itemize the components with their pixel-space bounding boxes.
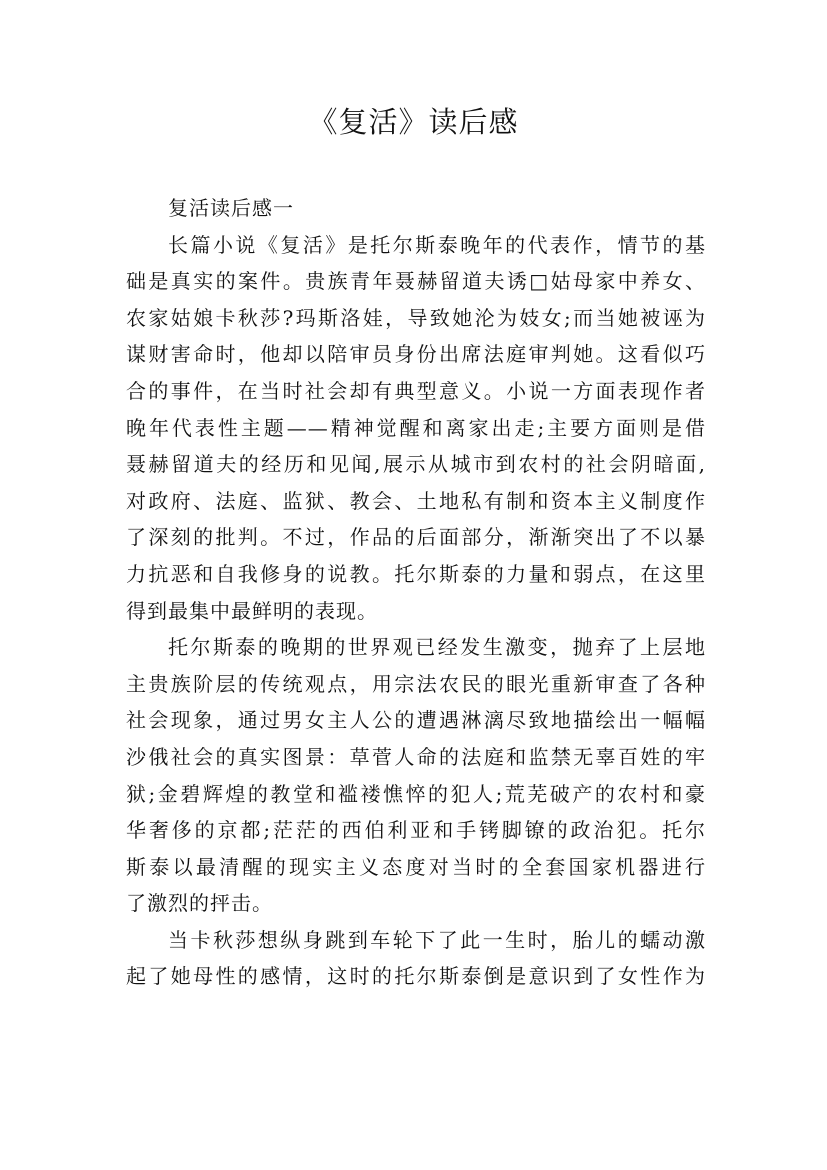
document-body — [126, 190, 706, 995]
paragraph-line: 谋财害命时，他却以陪审员身份出席法庭审判她。这看似巧 — [126, 342, 706, 367]
paragraph-line: 力抗恶和自我修身的说教。托尔斯泰的力量和弱点，在这里 — [126, 561, 706, 586]
paragraph-line: 长篇小说《复活》是托尔斯泰晚年的代表作，情节的基 — [168, 232, 706, 257]
paragraph-line: 聂赫留道夫的经历和见闻,展示从城市到农村的社会阴暗面, — [126, 452, 706, 477]
paragraph-line: 农家姑娘卡秋莎?玛斯洛娃，导致她沦为妓女;而当她被诬为 — [126, 305, 706, 330]
paragraph-line: 沙俄社会的真实图景：草菅人命的法庭和监禁无辜百姓的牢 — [126, 744, 706, 769]
paragraph-2 — [126, 629, 706, 922]
paragraph-line: 华奢侈的京都;茫茫的西伯利亚和手铐脚镣的政治犯。托尔 — [126, 818, 706, 843]
paragraph-line: 起了她母性的感情，这时的托尔斯泰倒是意识到了女性作为 — [126, 964, 706, 989]
section-heading: 复活读后感一 — [168, 196, 294, 220]
paragraph-line: 当卡秋莎想纵身跳到车轮下了此一生时，胎儿的蠕动激 — [168, 927, 706, 952]
paragraph-line: 础是真实的案件。贵族青年聂赫留道夫诱□姑母家中养女、 — [126, 269, 706, 294]
paragraph-line: 狱;金碧辉煌的教堂和褴褛憔悴的犯人;荒芜破产的农村和豪 — [126, 781, 706, 806]
paragraph-line: 托尔斯泰的晚期的世界观已经发生激变，抛弃了上层地 — [168, 635, 706, 660]
paragraph-line: 了深刻的批判。不过，作品的后面部分，渐渐突出了不以暴 — [126, 525, 706, 550]
paragraph-line: 了激烈的抨击。 — [126, 891, 273, 916]
paragraph-line: 斯泰以最清醒的现实主义态度对当时的全套国家机器进行 — [126, 854, 706, 879]
paragraph-line: 得到最集中最鲜明的表现。 — [126, 598, 378, 623]
paragraph-3 — [126, 922, 706, 995]
document-title: 《复活》读后感 — [308, 105, 519, 139]
paragraph-line: 社会现象，通过男女主人公的遭遇淋漓尽致地描绘出一幅幅 — [126, 708, 706, 733]
paragraph-line: 合的事件，在当时社会却有典型意义。小说一方面表现作者 — [126, 378, 706, 403]
paragraph-line: 主贵族阶层的传统观点，用宗法农民的眼光重新审查了各种 — [126, 671, 706, 696]
paragraph-line: 晚年代表性主题——精神觉醒和离家出走;主要方面则是借 — [126, 415, 706, 440]
paragraph-1 — [126, 227, 706, 630]
paragraph-line: 对政府、法庭、监狱、教会、土地私有制和资本主义制度作 — [126, 488, 706, 513]
